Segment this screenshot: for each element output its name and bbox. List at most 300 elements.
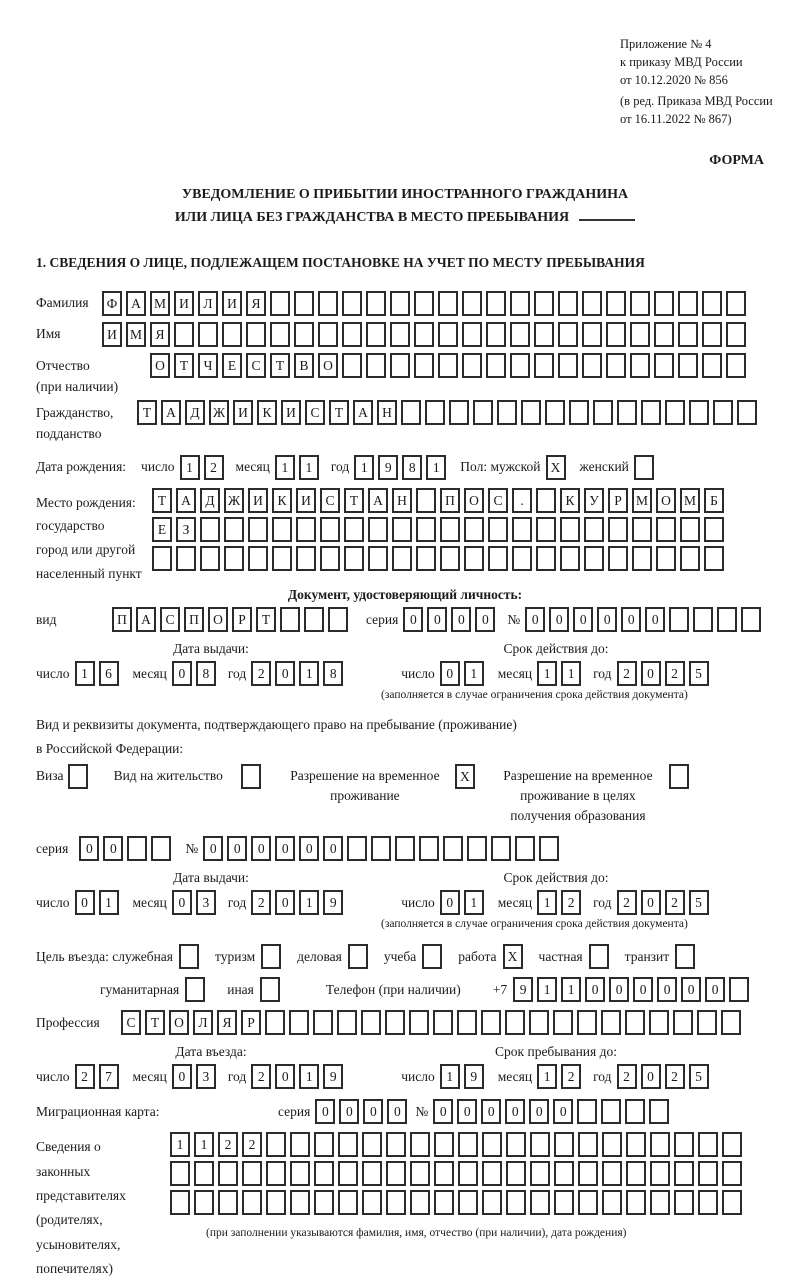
char-cell[interactable] <box>569 400 589 425</box>
char-cell[interactable] <box>722 1161 742 1186</box>
char-cell[interactable] <box>246 322 266 347</box>
char-cell[interactable] <box>617 400 637 425</box>
char-cell[interactable] <box>512 546 532 571</box>
char-cell[interactable]: 9 <box>323 1064 343 1089</box>
char-cell[interactable] <box>440 517 460 542</box>
char-cell[interactable] <box>438 322 458 347</box>
char-cell[interactable] <box>338 1161 358 1186</box>
char-cell[interactable] <box>347 836 367 861</box>
char-cell[interactable] <box>698 1132 718 1157</box>
char-cell[interactable] <box>304 607 324 632</box>
char-cell[interactable]: Т <box>329 400 349 425</box>
char-cell[interactable]: 9 <box>323 890 343 915</box>
char-cell[interactable]: Я <box>150 322 170 347</box>
char-cell[interactable] <box>506 1190 526 1215</box>
char-cell[interactable] <box>601 1099 621 1124</box>
char-cell[interactable] <box>649 1010 669 1035</box>
char-cell[interactable] <box>266 1190 286 1215</box>
char-cell[interactable] <box>510 291 530 316</box>
char-cell[interactable]: 9 <box>513 977 533 1002</box>
char-cell[interactable] <box>606 291 626 316</box>
char-cell[interactable] <box>721 1010 741 1035</box>
char-cell[interactable]: Я <box>246 291 266 316</box>
char-cell[interactable]: А <box>353 400 373 425</box>
char-cell[interactable]: 0 <box>227 836 247 861</box>
char-cell[interactable] <box>433 1010 453 1035</box>
char-cell[interactable] <box>386 1190 406 1215</box>
char-cell[interactable]: Т <box>270 353 290 378</box>
char-cell[interactable] <box>606 353 626 378</box>
char-cell[interactable] <box>337 1010 357 1035</box>
char-cell[interactable] <box>368 546 388 571</box>
char-cell[interactable] <box>434 1132 454 1157</box>
char-cell[interactable]: 0 <box>251 836 271 861</box>
char-cell[interactable]: Р <box>241 1010 261 1035</box>
char-cell[interactable]: Л <box>193 1010 213 1035</box>
char-cell[interactable] <box>294 291 314 316</box>
char-cell[interactable]: 0 <box>103 836 123 861</box>
char-cell[interactable]: 3 <box>196 890 216 915</box>
char-cell[interactable] <box>320 517 340 542</box>
char-cell[interactable]: Е <box>222 353 242 378</box>
char-cell[interactable]: О <box>318 353 338 378</box>
char-cell[interactable] <box>416 517 436 542</box>
char-cell[interactable]: Ж <box>209 400 229 425</box>
char-cell[interactable]: 0 <box>609 977 629 1002</box>
char-cell[interactable]: И <box>296 488 316 513</box>
char-cell[interactable]: . <box>512 488 532 513</box>
char-cell[interactable] <box>674 1190 694 1215</box>
char-cell[interactable]: 2 <box>251 890 271 915</box>
char-cell[interactable] <box>515 836 535 861</box>
char-cell[interactable]: 0 <box>641 661 661 686</box>
char-cell[interactable]: Л <box>198 291 218 316</box>
char-cell[interactable]: 0 <box>275 661 295 686</box>
char-cell[interactable]: 8 <box>323 661 343 686</box>
char-cell[interactable]: 0 <box>299 836 319 861</box>
char-cell[interactable] <box>395 836 415 861</box>
char-cell[interactable] <box>410 1190 430 1215</box>
char-cell[interactable] <box>248 517 268 542</box>
char-cell[interactable] <box>260 977 280 1002</box>
char-cell[interactable] <box>675 944 695 969</box>
char-cell[interactable] <box>224 517 244 542</box>
char-cell[interactable] <box>510 353 530 378</box>
char-cell[interactable] <box>170 1161 190 1186</box>
char-cell[interactable] <box>198 322 218 347</box>
char-cell[interactable] <box>512 517 532 542</box>
char-cell[interactable] <box>530 1132 550 1157</box>
char-cell[interactable] <box>630 322 650 347</box>
char-cell[interactable] <box>443 836 463 861</box>
char-cell[interactable] <box>678 353 698 378</box>
char-cell[interactable] <box>534 291 554 316</box>
char-cell[interactable]: 2 <box>665 1064 685 1089</box>
char-cell[interactable] <box>554 1190 574 1215</box>
char-cell[interactable] <box>689 400 709 425</box>
char-cell[interactable]: А <box>136 607 156 632</box>
char-cell[interactable]: 0 <box>172 890 192 915</box>
char-cell[interactable]: 0 <box>481 1099 501 1124</box>
char-cell[interactable] <box>486 291 506 316</box>
char-cell[interactable] <box>290 1161 310 1186</box>
char-cell[interactable] <box>673 1010 693 1035</box>
char-cell[interactable]: 0 <box>457 1099 477 1124</box>
char-cell[interactable]: А <box>161 400 181 425</box>
char-cell[interactable] <box>577 1099 597 1124</box>
char-cell[interactable]: Т <box>152 488 172 513</box>
char-cell[interactable] <box>582 291 602 316</box>
char-cell[interactable] <box>270 291 290 316</box>
char-cell[interactable] <box>669 764 689 789</box>
char-cell[interactable]: П <box>184 607 204 632</box>
char-cell[interactable] <box>464 517 484 542</box>
char-cell[interactable]: 0 <box>315 1099 335 1124</box>
char-cell[interactable]: С <box>488 488 508 513</box>
char-cell[interactable]: Д <box>185 400 205 425</box>
char-cell[interactable] <box>449 400 469 425</box>
char-cell[interactable]: 6 <box>99 661 119 686</box>
char-cell[interactable] <box>314 1161 334 1186</box>
char-cell[interactable] <box>151 836 171 861</box>
char-cell[interactable] <box>626 1190 646 1215</box>
char-cell[interactable] <box>654 353 674 378</box>
char-cell[interactable]: Т <box>256 607 276 632</box>
char-cell[interactable] <box>521 400 541 425</box>
char-cell[interactable] <box>386 1161 406 1186</box>
char-cell[interactable]: И <box>174 291 194 316</box>
char-cell[interactable]: 0 <box>573 607 593 632</box>
char-cell[interactable] <box>328 607 348 632</box>
char-cell[interactable]: 1 <box>537 977 557 1002</box>
char-cell[interactable] <box>669 607 689 632</box>
char-cell[interactable]: 0 <box>475 607 495 632</box>
char-cell[interactable] <box>680 546 700 571</box>
char-cell[interactable]: 0 <box>75 890 95 915</box>
char-cell[interactable]: 1 <box>354 455 374 480</box>
char-cell[interactable] <box>280 607 300 632</box>
char-cell[interactable]: 0 <box>275 836 295 861</box>
char-cell[interactable] <box>261 944 281 969</box>
char-cell[interactable] <box>554 1161 574 1186</box>
char-cell[interactable] <box>266 1132 286 1157</box>
char-cell[interactable]: 0 <box>403 607 423 632</box>
char-cell[interactable] <box>726 322 746 347</box>
char-cell[interactable] <box>534 353 554 378</box>
char-cell[interactable] <box>505 1010 525 1035</box>
char-cell[interactable]: И <box>102 322 122 347</box>
char-cell[interactable] <box>560 517 580 542</box>
char-cell[interactable] <box>726 291 746 316</box>
char-cell[interactable] <box>737 400 757 425</box>
char-cell[interactable]: С <box>305 400 325 425</box>
char-cell[interactable]: 0 <box>633 977 653 1002</box>
char-cell[interactable]: 2 <box>242 1132 262 1157</box>
char-cell[interactable] <box>296 546 316 571</box>
char-cell[interactable] <box>722 1190 742 1215</box>
char-cell[interactable]: В <box>294 353 314 378</box>
char-cell[interactable] <box>410 1132 430 1157</box>
char-cell[interactable] <box>729 977 749 1002</box>
char-cell[interactable]: 1 <box>180 455 200 480</box>
char-cell[interactable]: X <box>546 455 566 480</box>
char-cell[interactable]: Т <box>174 353 194 378</box>
char-cell[interactable]: 1 <box>464 890 484 915</box>
char-cell[interactable]: А <box>126 291 146 316</box>
char-cell[interactable]: 0 <box>641 890 661 915</box>
char-cell[interactable]: 2 <box>665 661 685 686</box>
char-cell[interactable] <box>392 546 412 571</box>
char-cell[interactable] <box>222 322 242 347</box>
char-cell[interactable] <box>702 291 722 316</box>
char-cell[interactable] <box>702 353 722 378</box>
char-cell[interactable]: 2 <box>665 890 685 915</box>
char-cell[interactable] <box>674 1161 694 1186</box>
char-cell[interactable] <box>608 517 628 542</box>
char-cell[interactable] <box>314 1190 334 1215</box>
char-cell[interactable] <box>194 1161 214 1186</box>
char-cell[interactable] <box>488 517 508 542</box>
char-cell[interactable] <box>530 1190 550 1215</box>
char-cell[interactable] <box>434 1190 454 1215</box>
char-cell[interactable]: О <box>208 607 228 632</box>
char-cell[interactable]: 5 <box>689 661 709 686</box>
char-cell[interactable]: 0 <box>275 1064 295 1089</box>
char-cell[interactable]: 0 <box>172 661 192 686</box>
char-cell[interactable]: О <box>150 353 170 378</box>
char-cell[interactable] <box>462 353 482 378</box>
char-cell[interactable]: 1 <box>426 455 446 480</box>
char-cell[interactable] <box>174 322 194 347</box>
char-cell[interactable]: 1 <box>561 661 581 686</box>
char-cell[interactable]: У <box>584 488 604 513</box>
char-cell[interactable]: П <box>112 607 132 632</box>
char-cell[interactable]: С <box>246 353 266 378</box>
char-cell[interactable] <box>650 1132 670 1157</box>
char-cell[interactable] <box>698 1161 718 1186</box>
char-cell[interactable]: 0 <box>657 977 677 1002</box>
char-cell[interactable] <box>200 546 220 571</box>
char-cell[interactable] <box>409 1010 429 1035</box>
char-cell[interactable] <box>342 322 362 347</box>
char-cell[interactable] <box>582 353 602 378</box>
char-cell[interactable]: 2 <box>218 1132 238 1157</box>
char-cell[interactable] <box>434 1161 454 1186</box>
char-cell[interactable]: 2 <box>251 1064 271 1089</box>
char-cell[interactable] <box>458 1161 478 1186</box>
char-cell[interactable]: 1 <box>275 455 295 480</box>
char-cell[interactable]: 5 <box>689 890 709 915</box>
char-cell[interactable] <box>289 1010 309 1035</box>
char-cell[interactable] <box>462 322 482 347</box>
char-cell[interactable] <box>194 1190 214 1215</box>
char-cell[interactable]: 0 <box>525 607 545 632</box>
char-cell[interactable]: М <box>680 488 700 513</box>
char-cell[interactable] <box>578 1132 598 1157</box>
char-cell[interactable] <box>704 546 724 571</box>
char-cell[interactable] <box>656 517 676 542</box>
char-cell[interactable] <box>342 353 362 378</box>
char-cell[interactable] <box>584 546 604 571</box>
char-cell[interactable] <box>390 322 410 347</box>
char-cell[interactable] <box>416 488 436 513</box>
char-cell[interactable] <box>713 400 733 425</box>
char-cell[interactable]: 0 <box>451 607 471 632</box>
char-cell[interactable] <box>601 1010 621 1035</box>
char-cell[interactable] <box>242 1190 262 1215</box>
char-cell[interactable] <box>497 400 517 425</box>
char-cell[interactable]: X <box>503 944 523 969</box>
char-cell[interactable]: Н <box>392 488 412 513</box>
char-cell[interactable]: 0 <box>549 607 569 632</box>
char-cell[interactable] <box>218 1161 238 1186</box>
char-cell[interactable] <box>386 1132 406 1157</box>
char-cell[interactable]: 0 <box>585 977 605 1002</box>
char-cell[interactable] <box>722 1132 742 1157</box>
char-cell[interactable] <box>702 322 722 347</box>
char-cell[interactable]: 1 <box>75 661 95 686</box>
char-cell[interactable] <box>649 1099 669 1124</box>
char-cell[interactable] <box>464 546 484 571</box>
char-cell[interactable] <box>506 1132 526 1157</box>
char-cell[interactable]: 2 <box>251 661 271 686</box>
char-cell[interactable]: А <box>176 488 196 513</box>
char-cell[interactable] <box>401 400 421 425</box>
char-cell[interactable]: И <box>248 488 268 513</box>
char-cell[interactable]: 2 <box>617 890 637 915</box>
char-cell[interactable] <box>558 322 578 347</box>
char-cell[interactable] <box>272 517 292 542</box>
char-cell[interactable] <box>602 1161 622 1186</box>
char-cell[interactable] <box>654 322 674 347</box>
char-cell[interactable] <box>656 546 676 571</box>
char-cell[interactable] <box>726 353 746 378</box>
char-cell[interactable] <box>313 1010 333 1035</box>
char-cell[interactable] <box>698 1190 718 1215</box>
char-cell[interactable] <box>560 546 580 571</box>
char-cell[interactable] <box>678 322 698 347</box>
char-cell[interactable]: А <box>368 488 388 513</box>
char-cell[interactable]: 5 <box>689 1064 709 1089</box>
char-cell[interactable] <box>632 517 652 542</box>
char-cell[interactable] <box>414 291 434 316</box>
char-cell[interactable] <box>680 517 700 542</box>
char-cell[interactable]: М <box>150 291 170 316</box>
char-cell[interactable] <box>650 1190 670 1215</box>
char-cell[interactable] <box>438 291 458 316</box>
char-cell[interactable]: М <box>632 488 652 513</box>
char-cell[interactable]: Р <box>232 607 252 632</box>
char-cell[interactable] <box>266 1161 286 1186</box>
char-cell[interactable]: Е <box>152 517 172 542</box>
char-cell[interactable] <box>127 836 147 861</box>
char-cell[interactable] <box>674 1132 694 1157</box>
char-cell[interactable] <box>290 1190 310 1215</box>
char-cell[interactable]: Н <box>377 400 397 425</box>
char-cell[interactable] <box>593 400 613 425</box>
char-cell[interactable]: Ж <box>224 488 244 513</box>
char-cell[interactable]: 0 <box>553 1099 573 1124</box>
char-cell[interactable] <box>390 353 410 378</box>
char-cell[interactable] <box>361 1010 381 1035</box>
char-cell[interactable] <box>458 1190 478 1215</box>
char-cell[interactable]: 3 <box>196 1064 216 1089</box>
char-cell[interactable]: 1 <box>440 1064 460 1089</box>
char-cell[interactable]: 2 <box>204 455 224 480</box>
char-cell[interactable]: И <box>222 291 242 316</box>
char-cell[interactable] <box>265 1010 285 1035</box>
char-cell[interactable] <box>362 1132 382 1157</box>
char-cell[interactable]: 0 <box>275 890 295 915</box>
char-cell[interactable]: 1 <box>299 890 319 915</box>
char-cell[interactable]: 0 <box>505 1099 525 1124</box>
char-cell[interactable]: К <box>272 488 292 513</box>
char-cell[interactable]: И <box>281 400 301 425</box>
char-cell[interactable]: О <box>169 1010 189 1035</box>
char-cell[interactable] <box>272 546 292 571</box>
char-cell[interactable]: О <box>464 488 484 513</box>
char-cell[interactable] <box>371 836 391 861</box>
char-cell[interactable] <box>741 607 761 632</box>
char-cell[interactable] <box>241 764 261 789</box>
char-cell[interactable] <box>296 517 316 542</box>
char-cell[interactable]: К <box>560 488 580 513</box>
char-cell[interactable] <box>152 546 172 571</box>
char-cell[interactable] <box>385 1010 405 1035</box>
char-cell[interactable] <box>491 836 511 861</box>
char-cell[interactable]: 9 <box>378 455 398 480</box>
char-cell[interactable] <box>641 400 661 425</box>
char-cell[interactable] <box>440 546 460 571</box>
char-cell[interactable] <box>342 291 362 316</box>
char-cell[interactable] <box>488 546 508 571</box>
char-cell[interactable]: С <box>121 1010 141 1035</box>
char-cell[interactable] <box>290 1132 310 1157</box>
char-cell[interactable]: 1 <box>537 1064 557 1089</box>
char-cell[interactable]: 0 <box>641 1064 661 1089</box>
char-cell[interactable] <box>482 1132 502 1157</box>
char-cell[interactable] <box>414 322 434 347</box>
char-cell[interactable] <box>320 546 340 571</box>
char-cell[interactable] <box>68 764 88 789</box>
char-cell[interactable] <box>185 977 205 1002</box>
char-cell[interactable]: 0 <box>597 607 617 632</box>
char-cell[interactable]: З <box>176 517 196 542</box>
char-cell[interactable] <box>458 1132 478 1157</box>
char-cell[interactable] <box>530 1161 550 1186</box>
char-cell[interactable]: 1 <box>299 455 319 480</box>
char-cell[interactable]: И <box>233 400 253 425</box>
char-cell[interactable] <box>634 455 654 480</box>
char-cell[interactable] <box>625 1010 645 1035</box>
char-cell[interactable]: Р <box>608 488 628 513</box>
char-cell[interactable] <box>626 1132 646 1157</box>
char-cell[interactable] <box>630 291 650 316</box>
char-cell[interactable] <box>338 1132 358 1157</box>
char-cell[interactable] <box>224 546 244 571</box>
char-cell[interactable]: 1 <box>464 661 484 686</box>
char-cell[interactable] <box>717 607 737 632</box>
char-cell[interactable] <box>553 1010 573 1035</box>
char-cell[interactable]: Я <box>217 1010 237 1035</box>
char-cell[interactable]: 2 <box>617 661 637 686</box>
char-cell[interactable] <box>584 517 604 542</box>
char-cell[interactable] <box>577 1010 597 1035</box>
char-cell[interactable] <box>589 944 609 969</box>
char-cell[interactable] <box>218 1190 238 1215</box>
char-cell[interactable] <box>170 1190 190 1215</box>
char-cell[interactable] <box>534 322 554 347</box>
